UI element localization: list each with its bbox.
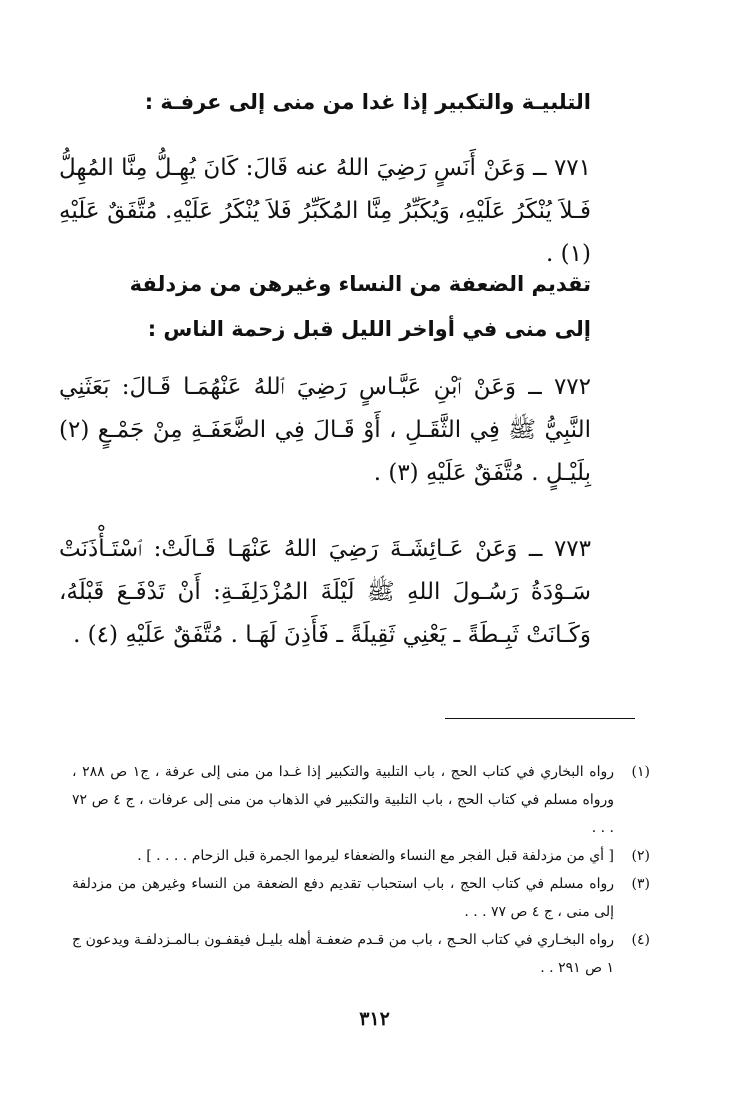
- hadith-773: ٧٧٣ ــ وَعَنْ عَـائِشَـةَ رَضِيَ اللهُ عَنْهَـا قَـالَتْ: ٱسْتَـأْذَنَتْ سَـوْدَةُ رَسُـولَ اللهِ ﷺ لَيْلَةَ المُزْدَلِفَـةِ: أَنْ تَدْفَـعَ قَبْلَهُ، وَكَـانَتْ ثَبِـطَةً ـ يَعْنِي ثَقِيلَةً ـ فَأَذِنَ لَهَـا . مُتَّفَقٌ عَلَيْهِ (٤) .: [59, 536, 591, 648]
- footnote-3: [72, 870, 650, 926]
- footnote-text: رواه البخاري في كتاب الحج ، باب التلبية والتكبير إذا غـدا من منى إلى عرفة ، ج١ ص ٢٨٨ ، ورواه مسلم في كتاب الحج ، باب التلبية والتكبير في الذهاب من منى إلى عرفات ، ج ٤ ص ٧٢ . . .: [72, 764, 614, 836]
- footnote-text: رواه البخـاري في كتاب الحـج ، باب من قـدم ضعفـة أهله بليـل فيقفـون بـالمـزدلفـة ويدعون ج ١ ص ٢٩١ . .: [72, 932, 614, 976]
- footnote-number: (٣): [631, 876, 650, 892]
- footnote-number: (٤): [631, 932, 650, 948]
- hadith-771: ٧٧١ ــ وَعَنْ أَنَسٍ رَضِيَ اللهُ عنه قَالَ: كَانَ يُهِـلُّ مِنَّا المُهِلُّ فَـلاَ يُنْكَرُ عَلَيْهِ، وَيُكَبِّرُ مِنَّا المُكَبِّرُ فَلاَ يُنْكَرُ عَلَيْهِ. مُتَّفَقٌ عَلَيْهِ (١) .: [59, 155, 591, 267]
- page-number: ٣١٢: [359, 1008, 390, 1030]
- footnote-number: (٢): [631, 848, 650, 864]
- footnote-4: [72, 926, 650, 982]
- footnote-divider: [445, 718, 635, 719]
- section-heading-talbiya: التلبيـة والتكبير إذا غدا من منى إلى عرفـة :: [144, 90, 591, 114]
- footnote-text: [ أي من مزدلفة قبل الفجر مع النساء والضعفاء ليرموا الجمرة قبل الزحام . . . . ] .: [137, 848, 614, 864]
- section-heading-weak-line2: إلى منى في أواخر الليل قبل زحمة الناس :: [147, 317, 591, 341]
- footnote-text: رواه مسلم في كتاب الحج ، باب استحباب تقديم دفع الضعفة من النساء وغيرهن من مزدلفة إلى منى ، ج ٤ ص ٧٧ . . .: [72, 876, 614, 920]
- footnote-1: [72, 758, 650, 842]
- hadith-772: ٧٧٢ ــ وَعَنْ ٱبْنِ عَبَّـاسٍ رَضِيَ ٱللهُ عَنْهُمَـا قَـالَ: بَعَثَنِي النَّبِيُّ ﷺ فِي الثَّقَـلِ ، أَوْ قَـالَ فِي الضَّعَفَـةِ مِنْ جَمْـعٍ (٢) بِلَيْـلٍ . مُتَّفَقٌ عَلَيْهِ (٣) .: [59, 374, 591, 486]
- footnotes: [72, 758, 650, 982]
- footnote-number: (١): [631, 764, 650, 780]
- section-heading-weak-line1: تقديم الضعفة من النساء وغيرهن من مزدلفة: [129, 272, 591, 296]
- footnote-2: [72, 842, 650, 870]
